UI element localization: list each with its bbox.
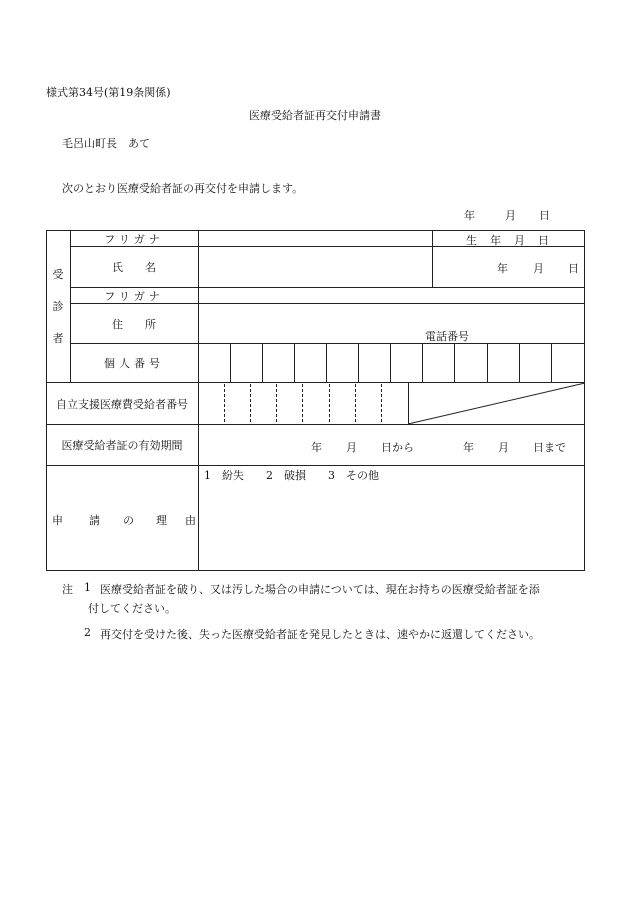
date-month-label: 月: [505, 209, 516, 222]
applicant-label-char-3: 者: [52, 332, 64, 345]
personal-number-field[interactable]: [200, 344, 584, 382]
intro-text: 次のとおり医療受給者証の再交付を申請します。: [62, 182, 304, 195]
address-field[interactable]: [200, 304, 584, 343]
reason-label-char-5: 由: [185, 514, 196, 527]
personal-number-label: 個人番号: [104, 357, 164, 370]
applicant-label-char-1: 受: [52, 268, 64, 281]
validity-from-month: 月: [346, 441, 357, 454]
address-furigana-label: フリガナ: [104, 289, 164, 303]
birth-header-day: 日: [538, 234, 549, 247]
validity-to-month: 月: [498, 441, 509, 454]
addressee: 毛呂山町長 あて: [62, 137, 150, 150]
date-day-label: 日: [539, 209, 550, 222]
birth-header-label: 生: [466, 234, 477, 247]
form-number: 様式第34号(第19条関係): [46, 86, 171, 99]
birth-header-month: 月: [514, 234, 525, 247]
recipient-number-diagonal: [408, 383, 585, 424]
note-1-number: 1: [84, 581, 91, 594]
birth-header-year: 年: [490, 234, 501, 247]
address-label: 住 所: [112, 317, 156, 331]
applicant-label-char-2: 診: [52, 300, 64, 313]
birth-day-unit: 日: [568, 262, 579, 275]
reason-label-char-4: 理: [156, 514, 167, 527]
note-2-number: 2: [84, 626, 91, 639]
reason-options: 1 紛失 2 破損 3 その他: [204, 469, 379, 482]
recipient-number-label: 自立支援医療費受給者番号: [56, 397, 188, 411]
address-furigana-field[interactable]: [200, 288, 584, 303]
note-marker: 注: [62, 583, 73, 596]
validity-period-label: 医療受給者証の有効期間: [61, 439, 183, 452]
phone-number-label: 電話番号: [425, 330, 469, 343]
furigana-field[interactable]: [200, 231, 431, 246]
birth-month-unit: 月: [533, 262, 544, 275]
birth-year-unit: 年: [497, 262, 508, 275]
note-1-text: 医療受給者証を破り、又は汚した場合の申請については、現在お持ちの医療受給者証を添: [100, 583, 540, 596]
reason-label-char-1: 申: [52, 514, 63, 527]
name-field[interactable]: [200, 247, 431, 287]
validity-to-year: 年: [463, 441, 474, 454]
recipient-number-field[interactable]: [200, 383, 407, 424]
name-label: 氏 名: [112, 261, 156, 274]
reason-label-char-3: の: [123, 514, 134, 527]
validity-from-day: 日から: [381, 441, 414, 454]
date-year-label: 年: [464, 209, 475, 222]
validity-to-day: 日まで: [533, 441, 566, 454]
document-title: 医療受給者証再交付申請書: [249, 109, 381, 122]
furigana-label: フリガナ: [104, 232, 164, 246]
note-2-text: 再交付を受けた後、失った医療受給者証を発見したときは、速やかに返還してください。: [100, 628, 540, 641]
reason-label-char-2: 請: [89, 514, 100, 527]
validity-from-year: 年: [311, 441, 322, 454]
note-1-text-cont: 付してください。: [88, 602, 176, 615]
